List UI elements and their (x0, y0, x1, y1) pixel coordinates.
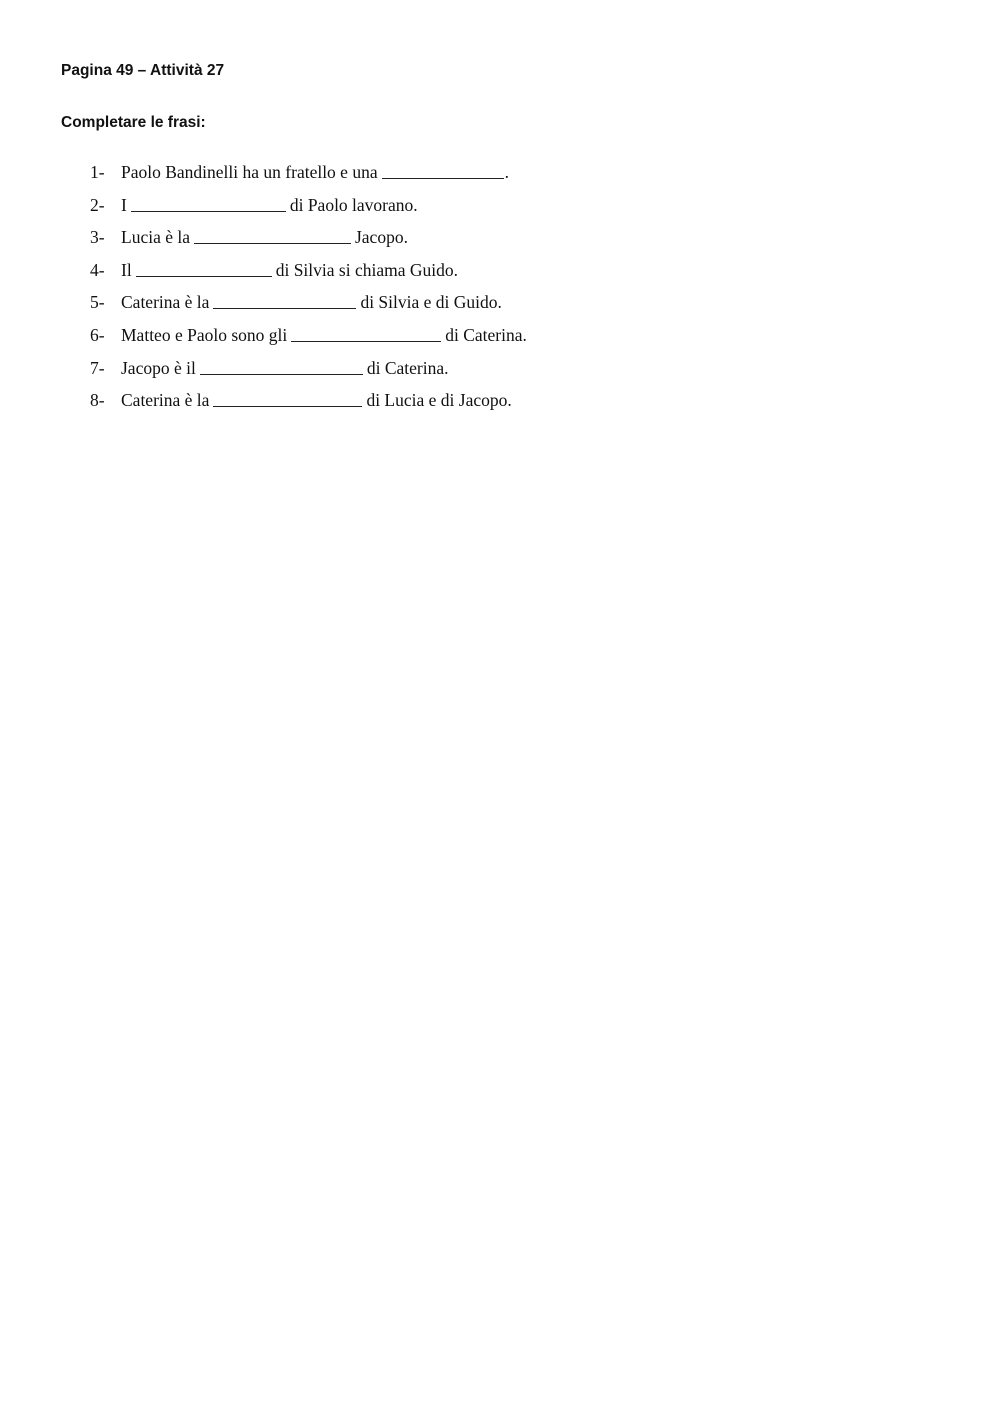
exercise-item-7 (90, 356, 527, 389)
item-number: 4- (90, 259, 105, 280)
answer-blank[interactable] (291, 323, 441, 342)
item-number: 7- (90, 357, 105, 378)
answer-blank[interactable] (194, 225, 351, 244)
sentence-end: di Silvia e di Guido. (360, 292, 502, 313)
exercise-item-4 (90, 258, 527, 291)
sentence-end: di Caterina. (366, 357, 449, 378)
answer-blank[interactable] (382, 160, 504, 179)
sentence-start: Caterina è la (121, 390, 210, 411)
sentence-end: . (504, 162, 509, 182)
item-number: 6- (90, 324, 105, 345)
sentence-end: di Silvia si chiama Guido. (275, 259, 458, 280)
answer-blank[interactable] (136, 258, 272, 277)
sentence-start: I (121, 194, 127, 215)
sentence-start: Il (121, 259, 132, 280)
answer-blank[interactable] (213, 290, 356, 309)
sentence-end: Jacopo. (354, 227, 408, 248)
page-title: Pagina 49 – Attività 27 (61, 62, 225, 79)
item-number: 8- (90, 390, 105, 411)
exercise-list (90, 160, 527, 421)
sentence-start: Caterina è la (121, 292, 210, 313)
sentence-end: di Paolo lavorano. (289, 194, 418, 215)
sentence-end: di Caterina. (445, 324, 527, 345)
item-number: 5- (90, 292, 105, 313)
exercise-item-1 (90, 160, 527, 193)
exercise-item-3 (90, 225, 527, 258)
sentence-start: Jacopo è il (121, 357, 196, 378)
instruction-text: Completare le frasi: (61, 114, 206, 131)
exercise-item-6 (90, 323, 527, 356)
exercise-item-8 (90, 388, 527, 421)
answer-blank[interactable] (200, 356, 363, 375)
item-number: 1- (90, 162, 105, 182)
answer-blank[interactable] (131, 193, 286, 212)
item-number: 3- (90, 227, 105, 248)
sentence-start: Paolo Bandinelli ha un fratello e una (121, 162, 378, 182)
exercise-item-5 (90, 290, 527, 323)
item-number: 2- (90, 194, 105, 215)
sentence-end: di Lucia e di Jacopo. (366, 390, 512, 411)
sentence-start: Lucia è la (121, 227, 190, 248)
answer-blank[interactable] (213, 388, 362, 407)
exercise-item-2 (90, 193, 527, 226)
sentence-start: Matteo e Paolo sono gli (121, 324, 288, 345)
